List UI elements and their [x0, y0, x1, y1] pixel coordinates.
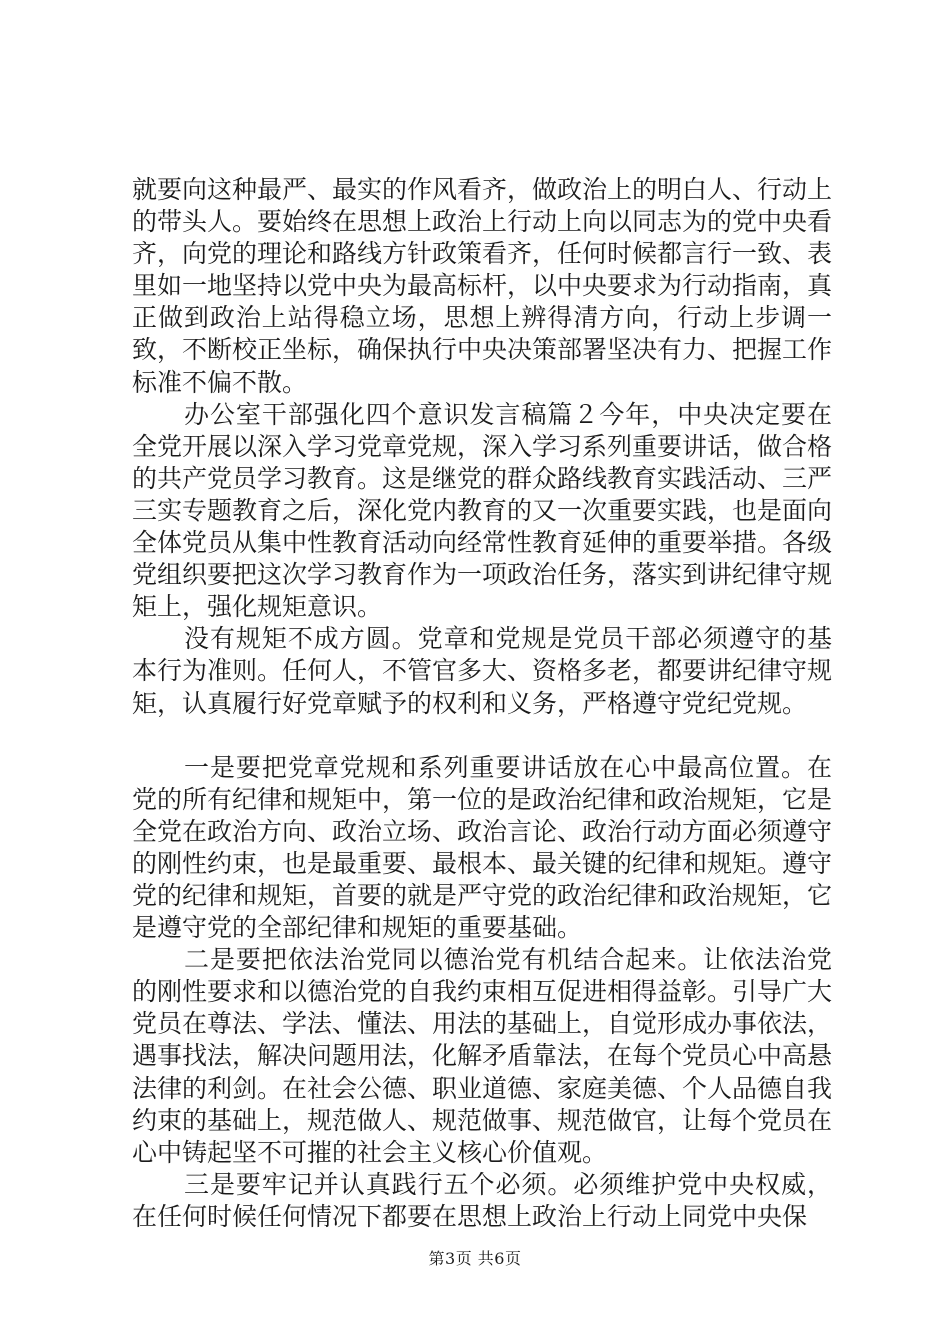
document-body — [132, 174, 832, 1233]
paragraph-point-two: 二是要把依法治党同以德治党有机结合起来。让依法治党的刚性要求和以德治党的自我约束相互促进相得益彰。引导广大党员在尊法、学法、懂法、用法的基础上，自觉形成办事依法，遇事找法，解决问题用法，化解矛盾靠法，在每个党员心中高悬法律的利剑。在社会公德、职业道德、家庭美德、个人品德自我约束的基础上，规范做人、规范做事、规范做官，让每个党员在心中铸起坚不可摧的社会主义核心价值观。 — [132, 945, 833, 1167]
paragraph-continuation: 就要向这种最严、最实的作风看齐，做政治上的明白人、行动上的带头人。要始终在思想上政治上行动上向以同志为的党中央看齐，向党的理论和路线方针政策看齐，任何时候都言行一致、表里如一地坚持以党中央为最高标杆，以中央要求为行动指南，真正做到政治上站得稳立场，思想上辨得清方向，行动上步调一致，不断校正坐标，确保执行中央决策部署坚决有力、把握工作标准不偏不散。 — [132, 175, 833, 397]
paragraph-gap — [132, 720, 832, 752]
paragraph-point-one: 一是要把党章党规和系列重要讲话放在心中最高位置。在党的所有纪律和规矩中，第一位的是政治纪律和政治规矩，它是全党在政治方向、政治立场、政治言论、政治行动方面必须遵守的刚性约束，也是最重要、最根本、最关键的纪律和规矩。遵守党的纪律和规矩，首要的就是严守党的政治纪律和政治规矩，它是遵守党的全部纪律和规矩的重要基础。 — [132, 752, 833, 943]
page-number-footer: 第3页 共6页 — [428, 1249, 522, 1268]
paragraph-point-three: 三是要牢记并认真践行五个必须。必须维护党中央权威，在任何时候任何情况下都要在思想上政治上行动上同党中央保 — [132, 1169, 832, 1231]
paragraph-speech-intro: 办公室干部强化四个意识发言稿篇２今年，中央决定要在全党开展以深入学习党章党规，深入学习系列重要讲话，做合格的共产党员学习教育。这是继党的群众路线教育实践活动、三严三实专题教育之后，深化党内教育的又一次重要实践，也是面向全体党员从集中性教育活动向经常性教育延伸的重要举措。各级党组织要把这次学习教育作为一项政治任务，落实到讲纪律守规矩上，强化规矩意识。 — [132, 399, 833, 622]
paragraph-rules: 没有规矩不成方圆。党章和党规是党员干部必须遵守的基本行为准则。任何人，不管官多大、资格多老，都要讲纪律守规矩，认真履行好党章赋予的权利和义务，严格遵守党纪党规。 — [132, 624, 833, 718]
